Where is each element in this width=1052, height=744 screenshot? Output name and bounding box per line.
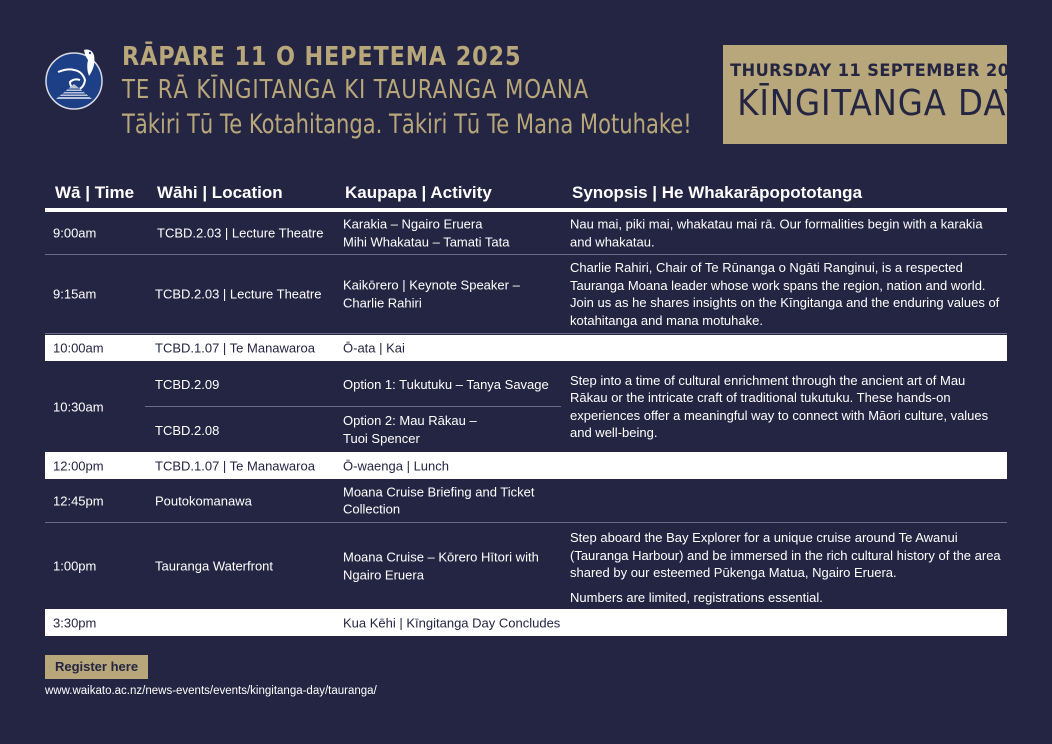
row-synopsis: Charlie Rahiri, Chair of Te Rūnanga o Ngāti Ranginui, is a respected Tauranga Moana leader whose work spans the region, nation and world. Join us as he shares insights on the Kīngitanga and the enduring values of kotahitanga and mana motuhake. [570, 260, 1000, 328]
row-activity: Ō-ata | Kai [343, 340, 405, 356]
row-time: 12:45pm [53, 492, 104, 508]
schedule-row [45, 255, 1007, 334]
row-synopsis: Step into a time of cultural enrichment through the ancient art of Mau Rākau or the intricate craft of traditional tukutuku. These hands-on experiences offer a meaningful way to connect with Māori culture, values and well-being. [570, 372, 989, 440]
column-header-location: Wāhi | Location [157, 183, 283, 202]
row-activity [343, 216, 563, 251]
row-time: 12:00pm [53, 457, 104, 473]
schedule-row-highlighted [45, 335, 1007, 361]
row-location-option-2: TCBD.2.08 [155, 423, 220, 438]
row-location: TCBD.2.03 | Lecture Theatre [157, 225, 324, 241]
schedule-row [45, 479, 1007, 523]
row-location-option-1: TCBD.2.09 [155, 377, 220, 392]
english-date: THURSDAY 11 SEPTEMBER 2025 [730, 61, 1033, 81]
activity-line: Karakia – Ngairo Eruera [343, 216, 483, 232]
university-logo [44, 44, 104, 112]
column-header-time: Wā | Time [55, 183, 135, 202]
row-synopsis: Nau mai, piki mai, whakatau mai rā. Our formalities begin with a karakia and whakatau. [570, 216, 983, 249]
schedule-table-header [45, 180, 1007, 212]
row-activity: Kua Kēhi | Kīngitanga Day Concludes [343, 614, 561, 630]
row-location: Tauranga Waterfront [155, 558, 274, 574]
column-header-activity: Kaupapa | Activity [345, 183, 492, 202]
row-time: 9:00am [53, 225, 97, 241]
event-title-maori: TE RĀ KĪNGITANGA KI TAURANGA MOANA [122, 75, 590, 105]
row-location: TCBD.1.07 | Te Manawaroa [155, 457, 315, 473]
maori-date-heading: RĀPARE 11 O HEPETEMA 2025 [122, 42, 522, 72]
row-time: 1:00pm [53, 558, 97, 574]
row-activity-option-1: Option 1: Tukutuku – Tanya Savage [343, 377, 549, 392]
row-activity: Ō-waenga | Lunch [343, 457, 449, 473]
option-divider [145, 406, 561, 407]
date-box [723, 45, 1033, 144]
kotuku-emblem-icon [44, 44, 104, 112]
activity-line: Mihi Whakatau – Tamati Tata [343, 234, 510, 249]
schedule-row-highlighted [45, 452, 1007, 479]
schedule-row [45, 212, 1007, 255]
synopsis-note: Numbers are limited, registrations essential. [570, 589, 823, 605]
row-synopsis [570, 529, 1002, 606]
row-activity-option-2: Option 2: Mau Rākau – Tuoi Spencer [343, 413, 477, 446]
row-time: 9:15am [53, 286, 97, 302]
event-tagline: Tākiri Tū Te Kotahitanga. Tākiri Tū Te Mana Motuhake! [122, 109, 692, 140]
row-location: TCBD.1.07 | Te Manawaroa [155, 340, 315, 356]
schedule-row-highlighted [45, 609, 1007, 636]
synopsis-paragraph: Step aboard the Bay Explorer for a unique cruise around Te Awanui (Tauranga Harbour) and be immersed in the rich cultural history of the area shared by our esteemed Pūkenga Matua, Ngairo Eruera. [570, 530, 1001, 580]
schedule-row [45, 523, 1007, 609]
row-time: 10:00am [53, 340, 104, 356]
register-button[interactable]: Register here [45, 655, 148, 679]
row-time: 3:30pm [53, 614, 97, 630]
row-time: 10:30am [53, 398, 104, 414]
schedule-row [45, 361, 1007, 452]
column-header-synopsis: Synopsis | He Whakarāpopototanga [572, 183, 863, 202]
row-location: Poutokomanawa [155, 492, 252, 508]
event-title-english: KĪNGITANGA DAY [737, 83, 1025, 124]
event-url-link[interactable]: www.waikato.ac.nz/news-events/events/kingitanga-day/tauranga/ [45, 685, 377, 697]
row-activity: Moana Cruise Briefing and Ticket Collection [343, 484, 535, 517]
row-activity: Moana Cruise – Kōrero Hītori with Ngairo Eruera [343, 549, 539, 582]
row-activity: Kaikōrero | Keynote Speaker – Charlie Rahiri [343, 277, 520, 310]
row-location: TCBD.2.03 | Lecture Theatre [155, 286, 322, 302]
